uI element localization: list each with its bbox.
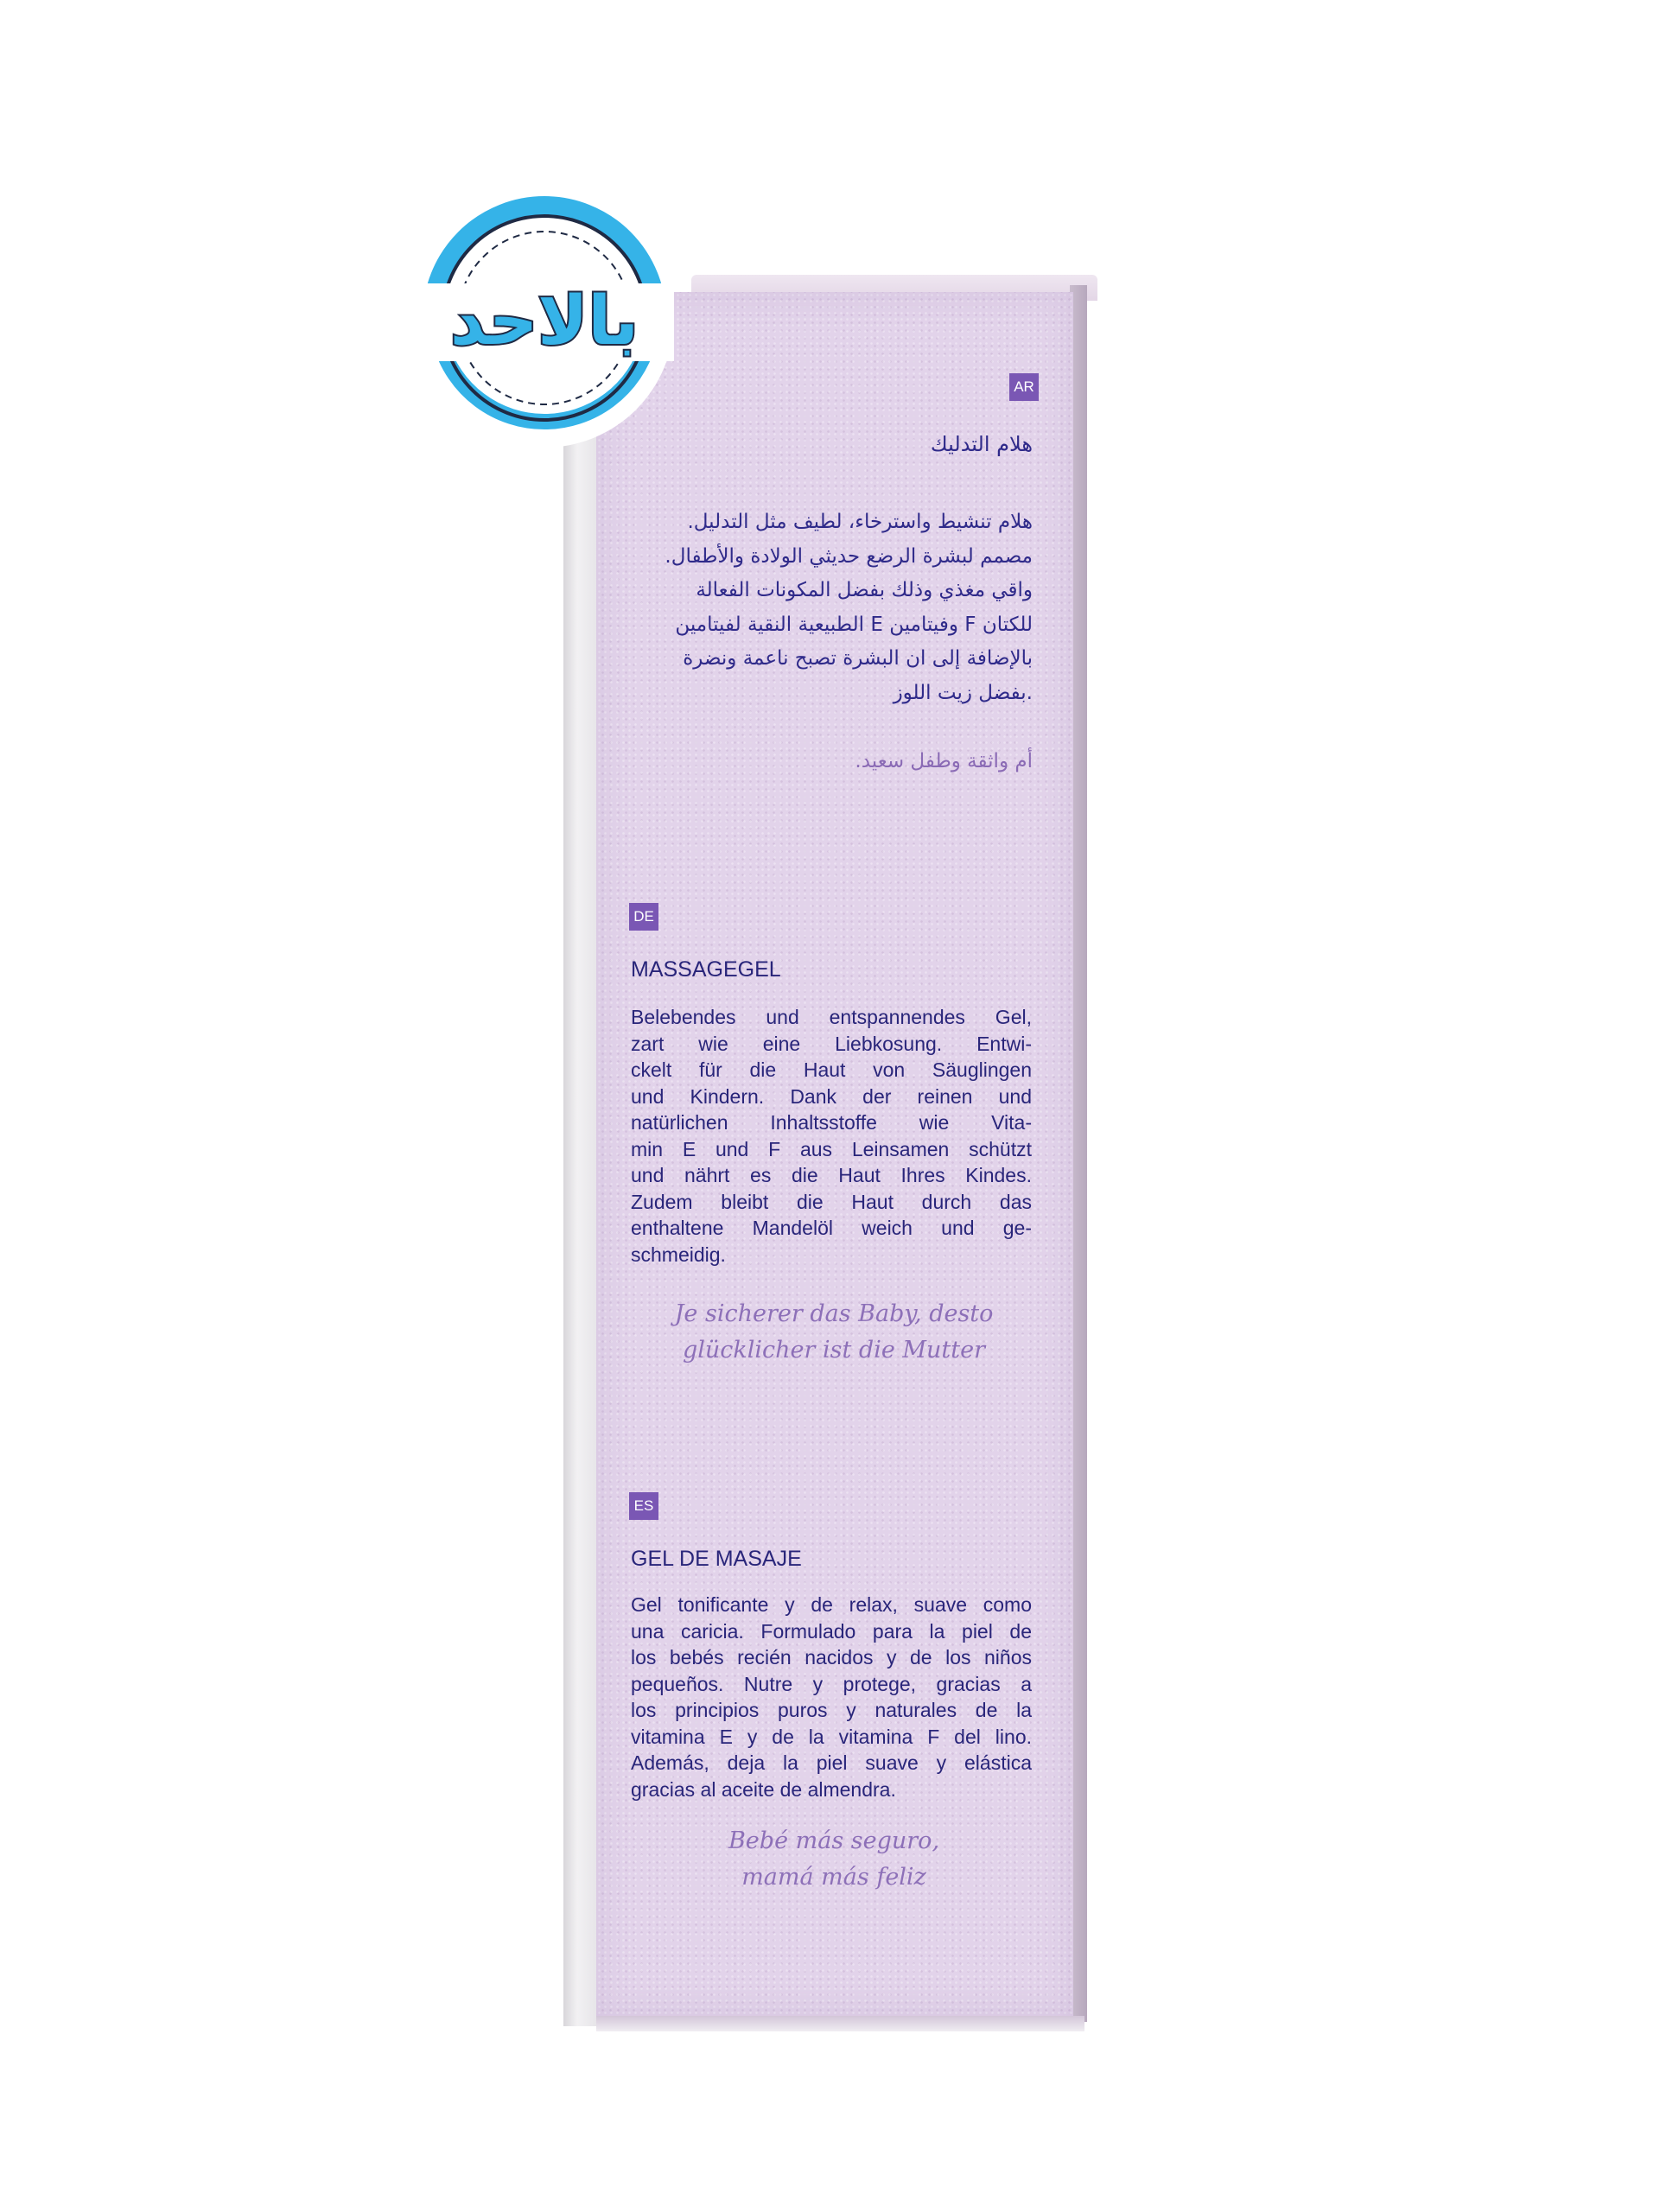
ar-line: .بفضل زيت اللوز	[893, 681, 1033, 704]
lang-tag-ar: AR	[1009, 373, 1039, 401]
es-title: GEL DE MASAJE	[631, 1547, 802, 1571]
de-title: MASSAGEGEL	[631, 957, 781, 982]
de-line: enthaltene Mandelöl weich und ge-	[631, 1217, 1032, 1239]
box-bottom-edge	[596, 2016, 1084, 2031]
ar-slogan: أم واثقة وطفل سعيد.	[855, 750, 1033, 772]
de-slogan	[622, 1296, 1046, 1369]
ar-title: هلام التدليك	[930, 432, 1033, 456]
brand-logo	[406, 180, 683, 456]
de-line: min E und F aus Leinsamen schützt	[631, 1137, 1032, 1160]
ar-line: واقي مغذي وذلك بفضل المكونات الفعالة	[696, 579, 1033, 601]
lang-tag-de: DE	[629, 903, 658, 931]
ar-line: بالإضافة إلى ان البشرة تصبح ناعمة ونضرة	[683, 647, 1033, 670]
de-line: Belebendes und entspannendes Gel,	[631, 1006, 1032, 1028]
es-line: los principios puros y naturales de la	[631, 1699, 1032, 1721]
es-line: pequeños. Nutre y protege, gracias a	[631, 1672, 1032, 1695]
logo-text: بالاحد	[450, 283, 639, 360]
es-slogan-line-1: Bebé más seguro,	[728, 1827, 940, 1854]
de-line: natürlichen Inhaltsstoffe wie Vita-	[631, 1111, 1032, 1134]
es-line: vitamina E y de la vitamina F del lino.	[631, 1725, 1032, 1748]
ar-line: مصمم لبشرة الرضع حديثي الولادة والأطفال.	[665, 544, 1033, 568]
box-left-edge	[563, 276, 598, 2026]
de-description	[631, 1004, 1032, 1268]
es-line: gracias al aceite de almendra.	[631, 1777, 896, 1801]
es-line: Además, deja la piel suave y elástica	[631, 1751, 1032, 1774]
lang-tag-es: ES	[629, 1492, 658, 1520]
de-slogan-line-2: glücklicher ist die Mutter	[682, 1337, 986, 1363]
de-line: ckelt für die Haut von Säuglingen	[631, 1058, 1032, 1081]
de-line: schmeidig.	[631, 1243, 726, 1266]
de-line: und Kindern. Dank der reinen und	[631, 1084, 1032, 1108]
de-line: und nährt es die Haut Ihres Kindes.	[631, 1164, 1032, 1186]
ar-line: هلام تنشيط واسترخاء، لطيف مثل التدليل.	[687, 511, 1033, 533]
es-line: Gel tonificante y de relax, suave como	[631, 1593, 1032, 1616]
es-line: los bebés recién nacidos y de los niños	[631, 1646, 1032, 1669]
ar-line: للكتان F وفيتامين E الطبيعية النقية لفيتامين	[675, 613, 1033, 636]
de-line: zart wie eine Liebkosung. Entwi-	[631, 1032, 1032, 1055]
es-line: una caricia. Formulado para la piel de	[631, 1619, 1032, 1643]
es-slogan	[622, 1823, 1046, 1896]
de-line: Zudem bleibt die Haut durch das	[631, 1190, 1032, 1213]
de-slogan-line-1: Je sicherer das Baby, desto	[674, 1300, 994, 1327]
es-description	[631, 1592, 1032, 1802]
ar-description	[615, 505, 1033, 710]
es-slogan-line-2: mamá más feliz	[741, 1864, 926, 1891]
